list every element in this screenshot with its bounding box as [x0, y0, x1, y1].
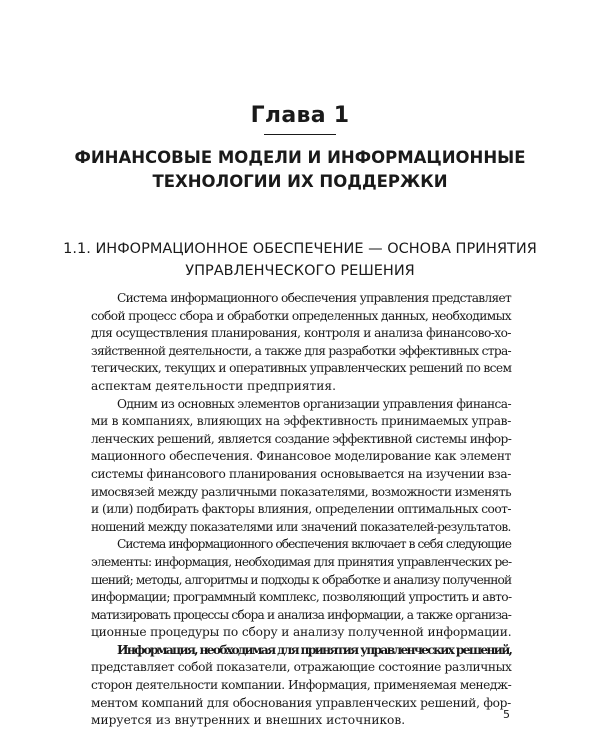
text-line: ленческих решений, является создание эффективной системы инфор-: [91, 431, 512, 446]
body-text: [91, 290, 511, 730]
text-line: собой процесс сбора и обработки определенных данных, необходимых: [91, 308, 511, 323]
text-line: ментом компаний для обоснования управленческих решений, фор-: [91, 695, 511, 710]
text-line: сторон деятельности компании. Информация, применяемая менедж-: [91, 678, 512, 693]
text-line: для осуществления планирования, контроля и анализа финансово-хо-: [91, 326, 511, 341]
text-line: информации; программный комплекс, позволяющий упростить и авто-: [91, 590, 512, 605]
page-number: 5: [503, 708, 510, 721]
text-line: Система информационного обеспечения включает в себя следующие: [117, 537, 511, 552]
chapter-title: Глава 1: [250, 103, 350, 128]
paragraph: [91, 642, 511, 730]
bold-lead-line: Информация, необходимая для принятия управленческих решений,: [117, 642, 512, 657]
text-line: элементы: информация, необходимая для принятия управленческих ре-: [91, 554, 512, 569]
text-line: аспектам деятельности предприятия.: [91, 378, 336, 393]
text-line: Одним из основных элементов организации управления финанса-: [117, 396, 511, 411]
text-line: тегических, текущих и оперативных управленческих решений по всем: [91, 361, 512, 376]
text-line: ношений между показателями или значений показателей-результатов.: [91, 519, 511, 534]
chapter-title-rule: [264, 134, 336, 135]
chapter-heading: [60, 146, 540, 194]
text-line: имосвязей между различными показателями, возможности изменять: [91, 484, 512, 499]
text-line: матизировать процессы сбора и анализа информации, а также организа-: [91, 607, 511, 622]
section-heading: [60, 238, 540, 282]
text-line: ционные процедуры по сбору и анализу полученной информации.: [91, 625, 512, 640]
text-line: зяйственной деятельности, а также для разработки эффективных стра-: [91, 343, 511, 358]
chapter-heading-line: ФИНАНСОВЫЕ МОДЕЛИ И ИНФОРМАЦИОННЫЕ: [74, 148, 526, 167]
text-line: и (или) подбирать факторы влияния, определении оптимальных соот-: [91, 502, 511, 517]
section-heading-line: 1.1. ИНФОРМАЦИОННОЕ ОБЕСПЕЧЕНИЕ — ОСНОВА ПРИНЯТИЯ: [63, 241, 537, 257]
text-line: системы финансового планирования основывается на изучении вза-: [91, 466, 511, 481]
paragraph: [91, 290, 511, 396]
text-line: представляет собой показатели, отражающие состояние различных: [91, 660, 512, 675]
text-line: шений; методы, алгоритмы и подходы к обработке и анализу полученной: [91, 572, 512, 587]
text-line: ми в компаниях, влияющих на эффективность принимаемых управ-: [91, 414, 511, 429]
paragraph: [91, 396, 511, 537]
chapter-heading-line: ТЕХНОЛОГИИ ИХ ПОДДЕРЖКИ: [152, 172, 448, 191]
section-heading-line: УПРАВЛЕНЧЕСКОГО РЕШЕНИЯ: [185, 263, 415, 279]
paragraph: [91, 536, 511, 642]
text-line: мационного обеспечения. Финансовое моделирование как элемент: [91, 449, 512, 464]
text-line: Система информационного обеспечения управления представляет: [117, 291, 511, 305]
text-line: мируется из внутренних и внешних источников.: [91, 713, 406, 728]
